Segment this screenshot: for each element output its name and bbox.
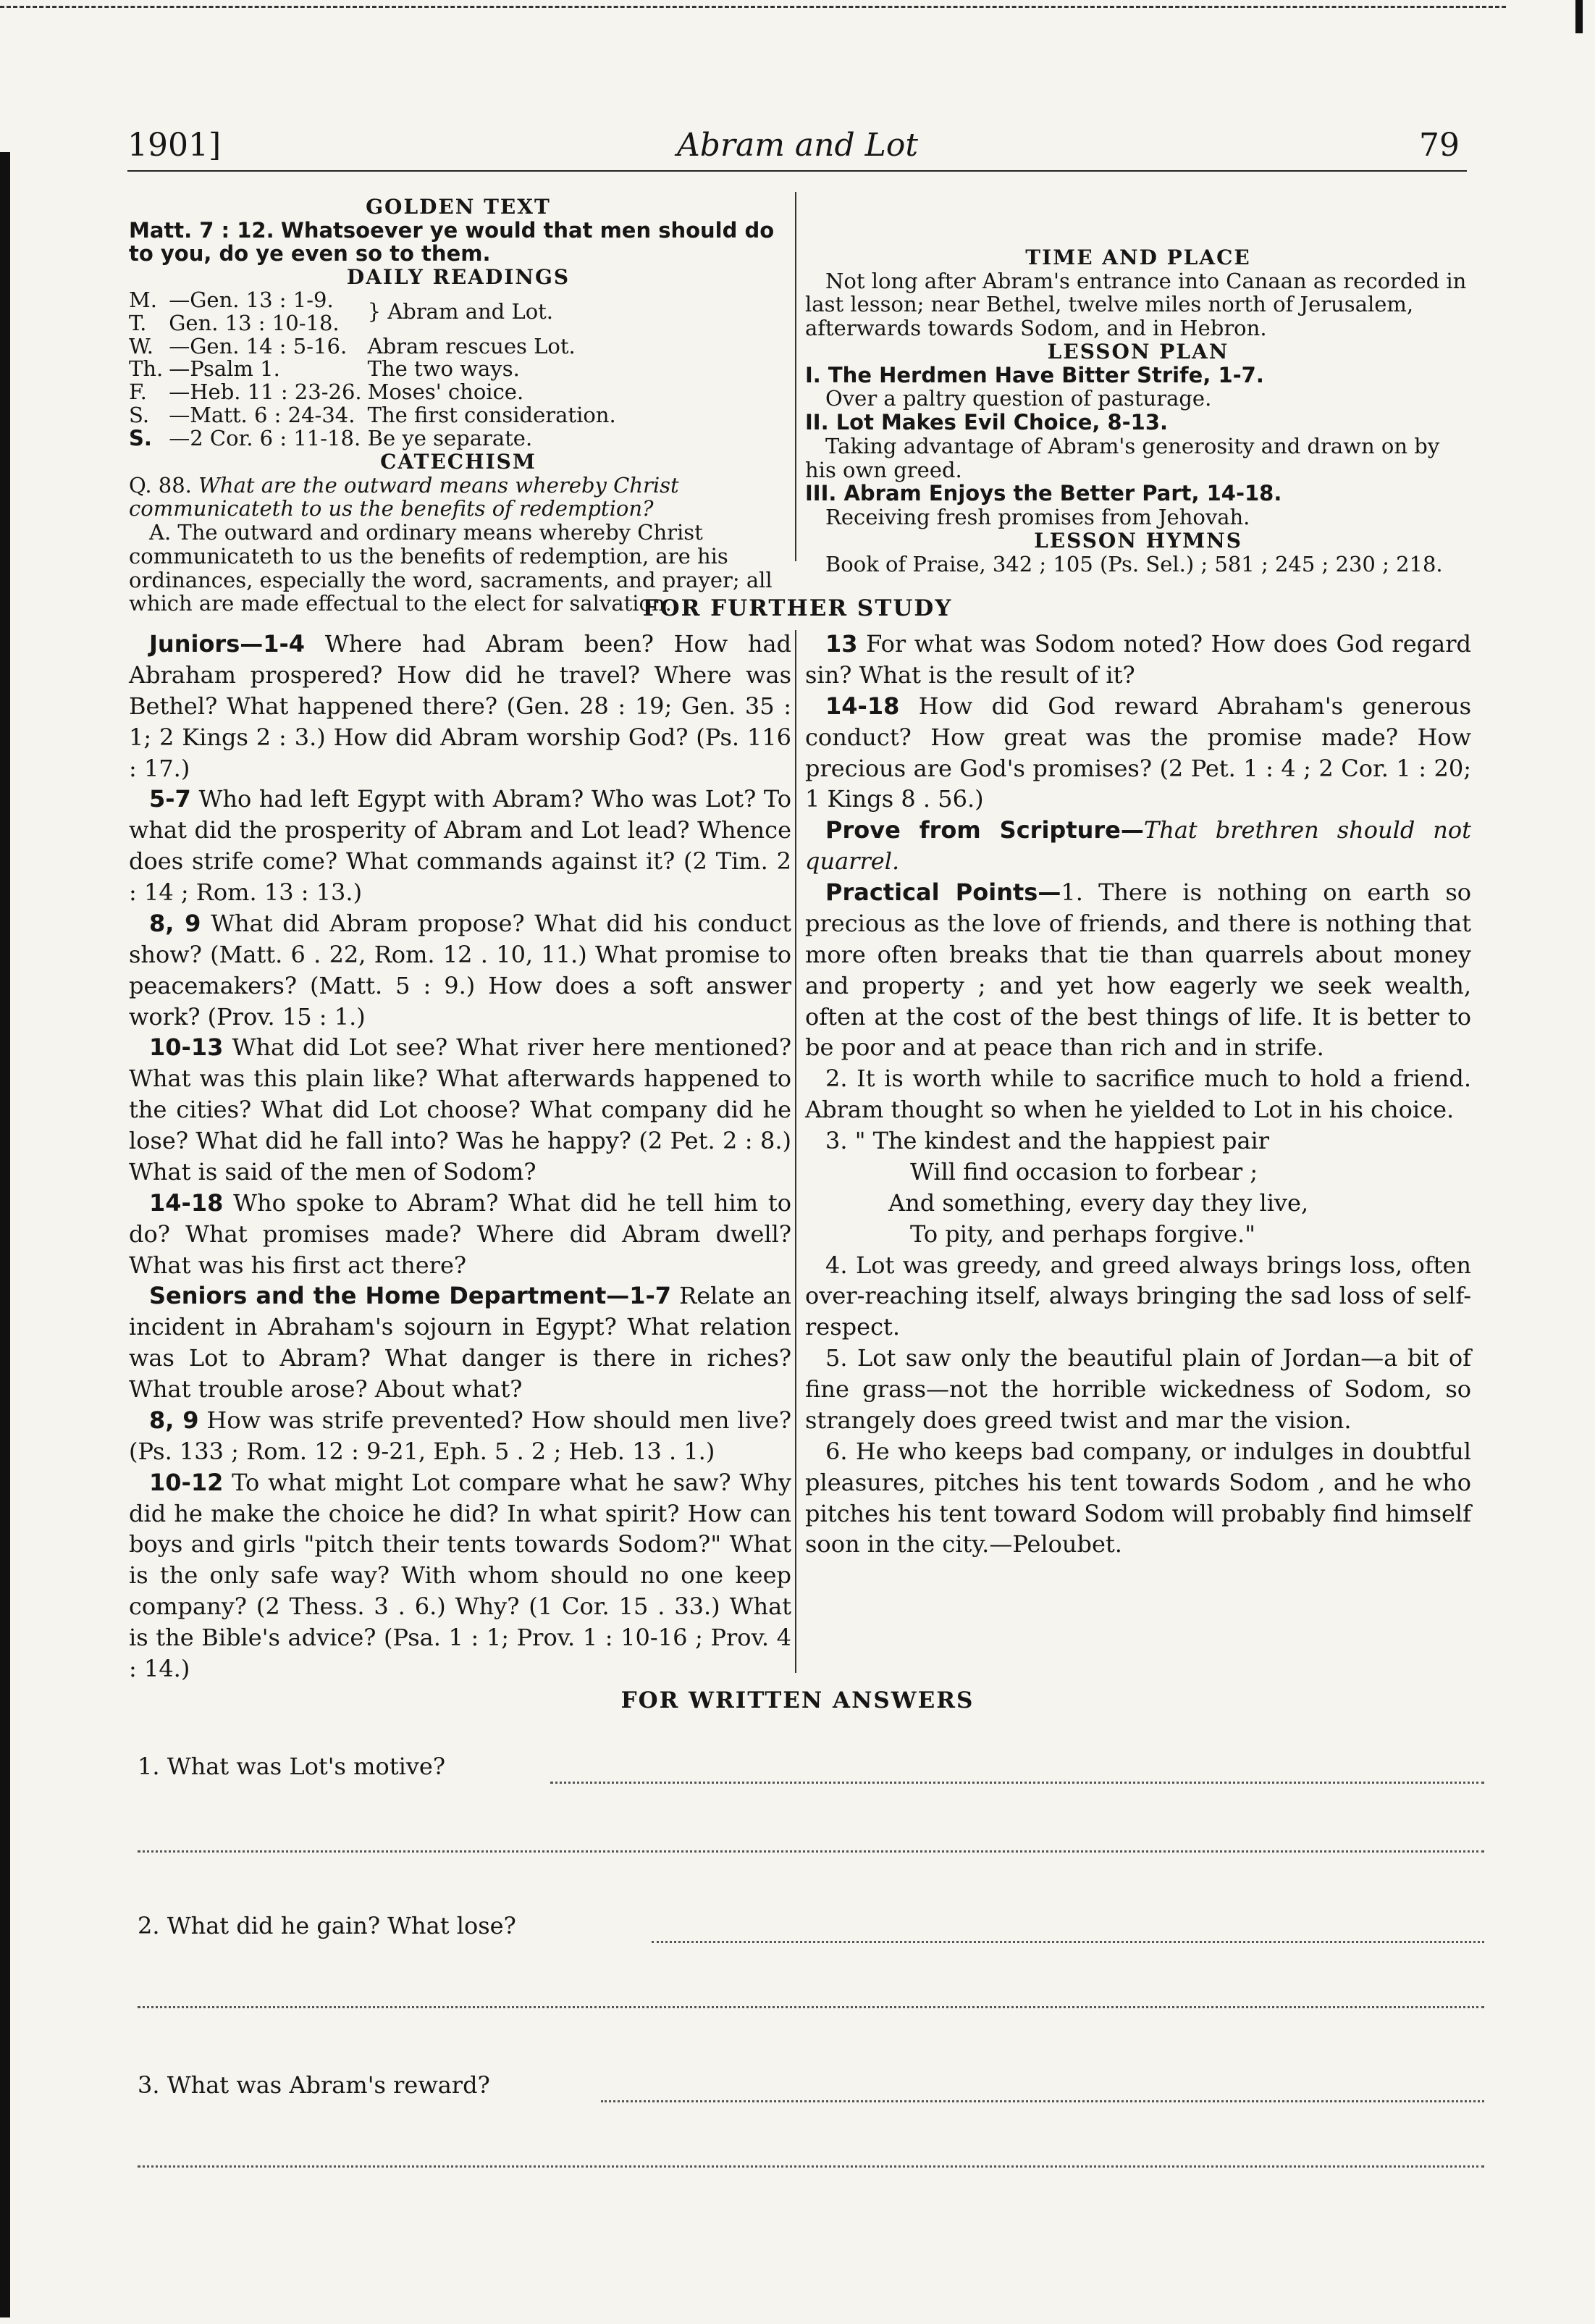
prove-from-scripture bbox=[805, 815, 1471, 877]
reading-ref: —Gen. 14 : 5-16. bbox=[169, 333, 348, 358]
header-rule bbox=[127, 170, 1467, 172]
corner-mark bbox=[1575, 0, 1583, 33]
reading-ref: —Matt. 6 : 24-34. bbox=[169, 403, 355, 428]
juniors-14-18-label: 14-18 bbox=[149, 1188, 224, 1217]
answer-line[interactable] bbox=[138, 1850, 1484, 1853]
answer-line[interactable] bbox=[652, 1941, 1484, 1943]
reading-title: Moses' choice. bbox=[367, 379, 524, 405]
lesson-plan-sub-2: Taking advantage of Abram's generosity and drawn on by his own greed. bbox=[805, 433, 1440, 482]
seniors-14-18-text: How did God reward Abraham's generous conduct? How great was the promise made? How precious are God's promises? (2 Pet. 1 : 4 ; 2 Cor. 1 : 20; 1 Kings 8 . 56.) bbox=[805, 692, 1472, 813]
daily-readings-table bbox=[129, 289, 622, 450]
catechism-answer: A. The outward and ordinary means whereby Christ communicateth to us the benefits of redemption, are his ordinances, especially the word, sacraments, and prayer; all which are made effectual to the elect for salvation. bbox=[129, 520, 773, 616]
lesson-plan-item-2: II. Lot Makes Evil Choice, 8-13. bbox=[805, 410, 1169, 435]
golden-text-ref: Matt. 7 : 12. bbox=[129, 217, 274, 243]
binding-edge bbox=[0, 152, 10, 2317]
reading-row bbox=[129, 381, 622, 404]
answer-line[interactable] bbox=[138, 2165, 1484, 2168]
lesson-plan-item-1: I. The Herdmen Have Bitter Strife, 1-7. bbox=[805, 362, 1264, 387]
juniors-14-18 bbox=[129, 1188, 791, 1281]
juniors-8-9-text: What did Abram propose? What did his conduct show? (Matt. 6 . 22, Rom. 12 . 10, 11.) What promise to peacemakers? (Matt. 5 : 9.) How does a soft answer work? (Prov. 15 : 1.) bbox=[129, 909, 792, 1031]
juniors-14-18-text: Who spoke to Abram? What did he tell him to do? What promises made? Where did Abram dwell? What was his first act there? bbox=[129, 1188, 792, 1279]
juniors-8-9 bbox=[129, 908, 791, 1033]
seniors-10-12 bbox=[129, 1467, 791, 1685]
reading-day: T. bbox=[129, 310, 147, 335]
lesson-plan-heading: LESSON PLAN bbox=[1047, 339, 1229, 364]
lesson-plan-item-3: III. Abram Enjoys the Better Part, 14-18. bbox=[805, 481, 1282, 506]
reading-row bbox=[129, 289, 622, 312]
reading-title: The two ways. bbox=[367, 356, 520, 382]
reading-group-label: } Abram and Lot. bbox=[367, 298, 554, 324]
juniors-5-7 bbox=[129, 784, 791, 908]
catechism-heading: CATECHISM bbox=[380, 450, 536, 474]
seniors-13-text: For what was Sodom noted? How does God regard sin? What is the result of it? bbox=[805, 630, 1472, 689]
reading-row bbox=[129, 335, 622, 358]
written-question-3: 3. What was Abram's reward? bbox=[138, 2071, 490, 2099]
reading-row bbox=[129, 358, 622, 381]
juniors-5-7-text: Who had left Egypt with Abram? Who was Lot? To what did the prosperity of Abram and Lot lead? Whence does strife come? What commands against it? (2 Tim. 2 : 14 ; Rom. 13 : 13.) bbox=[129, 785, 792, 906]
poem-line-2: Will find occasion to forbear ; bbox=[910, 1157, 1258, 1186]
juniors-5-7-label: 5-7 bbox=[149, 785, 191, 813]
seniors-1-7-text: Relate an incident in Abraham's sojourn in Egypt? What relation was Lot to Abram? What danger is there in riches? What trouble arose? About what? bbox=[129, 1282, 792, 1403]
reading-day: S. bbox=[129, 403, 150, 428]
written-answers-heading: FOR WRITTEN ANSWERS bbox=[620, 1687, 975, 1713]
reading-row bbox=[129, 427, 622, 450]
reading-title: Abram rescues Lot. bbox=[367, 333, 576, 358]
seniors-label: Seniors and the Home Department—1-7 bbox=[149, 1282, 672, 1310]
juniors-label: Juniors—1-4 bbox=[149, 630, 306, 658]
seniors-13 bbox=[805, 629, 1471, 691]
answer-line[interactable] bbox=[550, 1782, 1484, 1784]
practical-point-1-text: 1. There is nothing on earth so precious as the love of friends, and there is nothing that more often breaks that tie than quarrels about money and property ; and yet how eagerly we seek wealth, often at the cost of the best things of life. It is better to be poor and at peace than rich and in strife. bbox=[805, 878, 1472, 1062]
written-question-2: 2. What did he gain? What lose? bbox=[138, 1912, 516, 1939]
reading-ref: —Psalm 1. bbox=[169, 356, 280, 382]
juniors-1-4-text: Where had Abram been? How had Abraham prospered? How did he travel? Where was Bethel? What happened there? (Gen. 28 : 19; Gen. 35 : 1; 2 Kings 2 : 3.) How did Abram worship God? (Ps. 116 : 17.) bbox=[129, 630, 792, 782]
practical-point-2: 2. It is worth while to sacrifice much to hold a friend. Abram thought so when he yielded to Lot in his choice. bbox=[805, 1065, 1471, 1124]
seniors-14-18-label: 14-18 bbox=[825, 692, 900, 720]
reading-row bbox=[129, 404, 622, 427]
catechism-qtext: What are the outward means whereby Christ communicateth to us the benefits of redemption? bbox=[129, 472, 679, 521]
practical-point-3-intro: 3. " The kindest and the happiest pair bbox=[825, 1127, 1270, 1154]
reading-group-text: Abram and Lot. bbox=[387, 298, 554, 324]
lesson-plan-sub-1: Over a paltry question of pasturage. bbox=[825, 386, 1212, 411]
prove-label: Prove from Scripture— bbox=[825, 816, 1144, 844]
lesson-hymns-text: Book of Praise, 342 ; 105 (Ps. Sel.) ; 581 ; 245 ; 230 ; 218. bbox=[825, 551, 1443, 576]
juniors-10-13 bbox=[129, 1032, 791, 1187]
seniors-13-label: 13 bbox=[825, 630, 858, 658]
catechism-question bbox=[129, 474, 788, 521]
seniors-14-18 bbox=[805, 691, 1471, 815]
poem-line-4: To pity, and perhaps forgive." bbox=[910, 1220, 1255, 1248]
practical-label: Practical Points— bbox=[825, 878, 1061, 906]
reading-ref: —Heb. 11 : 23-26. bbox=[169, 379, 362, 405]
written-question-1: 1. What was Lot's motive? bbox=[138, 1753, 446, 1780]
page-title: Abram and Lot bbox=[676, 127, 919, 164]
seniors-8-9-text: How was strife prevented? How should men live? (Ps. 133 ; Rom. 12 : 9-21, Eph. 5 . 2 ; Heb. 13 . 1.) bbox=[129, 1406, 792, 1465]
top-dashed-rule bbox=[0, 6, 1506, 8]
reading-ref: —2 Cor. 6 : 11-18. bbox=[169, 426, 361, 451]
answer-line[interactable] bbox=[601, 2100, 1484, 2102]
reading-day: S. bbox=[129, 426, 152, 451]
reading-day: M. bbox=[129, 287, 157, 312]
practical-points-1 bbox=[805, 877, 1471, 1063]
seniors-8-9 bbox=[129, 1405, 791, 1467]
lesson-plan-sub-3: Receiving fresh promises from Jehovah. bbox=[825, 505, 1250, 530]
reading-day: Th. bbox=[129, 356, 164, 382]
practical-point-5: 5. Lot saw only the beautiful plain of Jordan—a bit of fine grass—not the horrible wickedness of Sodom, so strangely does greed twist and mar the vision. bbox=[805, 1344, 1471, 1434]
golden-text-body: Whatsoever ye would that men should do to you, do ye even so to them. bbox=[129, 217, 775, 267]
year-label: 1901] bbox=[127, 127, 222, 164]
time-place-heading: TIME AND PLACE bbox=[1025, 246, 1251, 269]
practical-point-6: 6. He who keeps bad company, or indulges in doubtful pleasures, pitches his tent towards Sodom , and he who pitches his tent toward Sodom will probably find himself soon in the city.—Peloubet. bbox=[805, 1437, 1471, 1559]
seniors-10-12-label: 10-12 bbox=[149, 1468, 224, 1496]
reading-day: F. bbox=[129, 379, 147, 405]
juniors-1-4 bbox=[129, 629, 791, 784]
further-study-heading: FOR FURTHER STUDY bbox=[642, 595, 953, 621]
golden-text bbox=[129, 219, 788, 267]
juniors-8-9-label: 8, 9 bbox=[149, 909, 201, 937]
page-number: 79 bbox=[1419, 127, 1460, 164]
juniors-10-13-text: What did Lot see? What river here mentioned? What was this plain like? What afterwards happened to the cities? What did Lot choose? What company did he lose? What did he fall into? Was he happy? (2 Pet. 2 : 8.) What is said of the men of Sodom? bbox=[129, 1033, 792, 1186]
prove-text: That brethren should not quarrel. bbox=[805, 816, 1472, 876]
seniors-10-12-text: To what might Lot compare what he saw? Why did he make the choice he did? In what spirit? How can boys and girls "pitch their tents towards Sodom?" What is the only safe way? With whom should no one keep company? (2 Thess. 3 . 6.) Why? (1 Cor. 15 . 33.) What is the Bible's advice? (Psa. 1 : 1; Prov. 1 : 10-16 ; Prov. 4 : 14.) bbox=[129, 1468, 792, 1682]
golden-text-heading: GOLDEN TEXT bbox=[366, 195, 551, 219]
juniors-10-13-label: 10-13 bbox=[149, 1033, 224, 1062]
seniors-8-9-label: 8, 9 bbox=[149, 1406, 199, 1434]
reading-title: Be ye separate. bbox=[367, 426, 533, 451]
lesson-info-left bbox=[129, 196, 788, 616]
poem-line-3: And something, every day they live, bbox=[888, 1188, 1309, 1217]
lesson-info-right bbox=[805, 246, 1471, 576]
daily-readings-heading: DAILY READINGS bbox=[346, 265, 571, 290]
reading-day: W. bbox=[129, 333, 153, 358]
seniors-1-7 bbox=[129, 1280, 791, 1405]
lesson-hymns-heading: LESSON HYMNS bbox=[1034, 528, 1242, 553]
reading-ref: Gen. 13 : 10-18. bbox=[169, 310, 340, 335]
reading-title: The first consideration. bbox=[367, 403, 616, 428]
catechism-qnum: Q. 88. bbox=[129, 472, 192, 498]
column-divider-top bbox=[795, 192, 796, 561]
time-place-text: Not long after Abram's entrance into Canaan as recorded in last lesson; near Bethel, twelve miles north of Jerusalem, afterwards towards Sodom, and in Hebron. bbox=[805, 268, 1467, 341]
column-divider-bottom bbox=[795, 630, 796, 1673]
answer-line[interactable] bbox=[138, 2006, 1484, 2008]
further-study-left bbox=[129, 629, 791, 1685]
further-study-right bbox=[805, 629, 1471, 1560]
practical-point-4: 4. Lot was greedy, and greed always brings loss, often over-reaching itself, always bringing the sad loss of self-respect. bbox=[805, 1251, 1471, 1341]
reading-ref: —Gen. 13 : 1-9. bbox=[169, 287, 334, 312]
